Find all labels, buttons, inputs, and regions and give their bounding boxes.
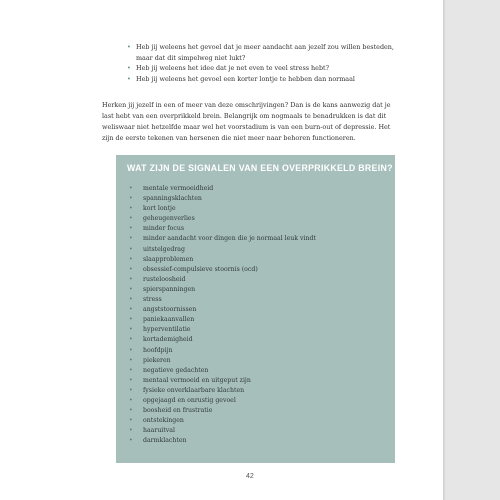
bullet-icon: •	[129, 285, 133, 293]
body-paragraph: Herken jij jezelf in een of meer van deze omschrijvingen? Dan is de kans aanwezig dat je last hebt van een overprikkeld brein. Belangrijk om nogmaals te benadrukken is dat dit weliswaar niet hetzelfde maar wel het voorstadium is van een burn-out of depressie. Het zijn de eerste tekenen van hersenen die niet meer naar behoren functioneren.	[102, 101, 391, 142]
signal-item-text: hoofdpijn	[143, 346, 173, 354]
signal-item-text: slaapproblemen	[143, 255, 194, 263]
bullet-icon: •	[129, 195, 133, 203]
signal-item	[129, 386, 316, 396]
signal-item-text: fysieke onverklaarbare klachten	[143, 386, 245, 394]
signal-item	[129, 436, 316, 446]
bullet-icon: •	[129, 215, 133, 223]
bullet-icon: •	[129, 356, 133, 364]
signal-item-text: haaruitval	[143, 427, 175, 435]
signals-box	[116, 155, 395, 463]
intro-bullet-text: Heb jij weleens het idee dat je net even te veel stress hebt?	[136, 64, 330, 73]
signal-item	[129, 356, 316, 366]
signal-item	[129, 416, 316, 426]
bullet-icon: •	[129, 255, 133, 263]
signal-item-text: boosheid en frustratie	[143, 407, 213, 415]
bullet-icon: •	[127, 74, 131, 83]
bullet-icon: •	[129, 245, 133, 253]
signal-item-text: mentaal vermoeid en uitgeput zijn	[143, 376, 251, 384]
signal-item	[129, 194, 316, 204]
page-edge-shadow	[443, 0, 446, 500]
signal-item-text: kortademigheid	[143, 336, 193, 344]
bullet-icon: •	[127, 64, 131, 73]
signal-item	[129, 396, 316, 406]
bullet-icon: •	[129, 275, 133, 283]
signal-item	[129, 255, 316, 265]
bullet-icon: •	[129, 225, 133, 233]
signal-item-text: uitstelgedrag	[143, 245, 185, 253]
signal-item-text: darmklachten	[143, 437, 187, 445]
bullet-icon: •	[129, 427, 133, 435]
signal-item-text: ontstekingen	[143, 417, 184, 425]
signal-item	[129, 406, 316, 416]
bullet-icon: •	[129, 185, 133, 192]
bullet-icon: •	[129, 326, 133, 334]
signal-item-text: hyperventilatie	[143, 326, 191, 334]
signal-item	[129, 184, 316, 194]
signal-item-text: minder focus	[143, 225, 185, 233]
signals-title: WAT ZIJN DE SIGNALEN VAN EEN OVERPRIKKELD BREIN?	[127, 163, 393, 173]
signal-item	[129, 224, 316, 234]
signal-item	[129, 335, 316, 345]
signal-item-text: geheugenverlies	[143, 215, 195, 223]
signal-item	[129, 305, 316, 315]
signal-item	[129, 325, 316, 335]
signal-item-text: mentale vermoeidheid	[143, 185, 214, 192]
intro-bullet-text: Heb jij weleens het gevoel dat je meer aandacht aan jezelf zou willen besteden, maar dat dit simpelweg niet lukt?	[136, 43, 394, 62]
bullet-icon: •	[129, 296, 133, 304]
signal-item	[129, 426, 316, 436]
bullet-icon: •	[129, 265, 133, 273]
signal-item-text: stress	[143, 296, 162, 304]
signal-item	[129, 204, 316, 214]
intro-bullet	[127, 74, 397, 85]
bullet-icon: •	[129, 336, 133, 344]
intro-bullet-list	[127, 42, 397, 84]
signal-item	[129, 315, 316, 325]
signal-item	[129, 295, 316, 305]
signals-list	[129, 184, 316, 446]
bullet-icon: •	[129, 376, 133, 384]
signal-item-text: spanningsklachten	[143, 195, 202, 203]
signal-item	[129, 214, 316, 224]
signal-item	[129, 285, 316, 295]
bullet-icon: •	[129, 417, 133, 425]
signal-item-text: minder aandacht voor dingen die je normaal leuk vindt	[143, 235, 316, 243]
intro-bullet	[127, 63, 397, 74]
bullet-icon: •	[129, 437, 133, 445]
signal-item	[129, 275, 316, 285]
bullet-icon: •	[129, 386, 133, 394]
signal-item-text: opgejaagd en onrustig gevoel	[143, 396, 236, 404]
bullet-icon: •	[127, 43, 131, 51]
intro-bullet-text: Heb jij weleens het gevoel een korter lontje te hebben dan normaal	[136, 74, 355, 83]
signal-item-text: obsessief-compulsieve stoornis (ocd)	[143, 265, 258, 273]
bullet-icon: •	[129, 205, 133, 213]
bullet-icon: •	[129, 407, 133, 415]
signal-item-text: spierspanningen	[143, 285, 196, 293]
signal-item	[129, 366, 316, 376]
signal-item	[129, 346, 316, 356]
signal-item-text: kort lontje	[143, 205, 176, 213]
bullet-icon: •	[129, 396, 133, 404]
signal-item-text: piekeren	[143, 356, 171, 364]
signal-item-text: negatieve gedachten	[143, 366, 209, 374]
signal-item-text: rusteloosheid	[143, 275, 186, 283]
bullet-icon: •	[129, 316, 133, 324]
bullet-icon: •	[129, 366, 133, 374]
signal-item	[129, 376, 316, 386]
intro-bullet	[127, 42, 397, 63]
signal-item	[129, 265, 316, 275]
bullet-icon: •	[129, 346, 133, 354]
page-number: 42	[246, 473, 254, 480]
signal-item-text: angststoornissen	[143, 306, 197, 314]
signal-item	[129, 245, 316, 255]
signal-item-text: paniekaanvallen	[143, 316, 195, 324]
signal-item	[129, 234, 316, 244]
bullet-icon: •	[129, 235, 133, 243]
bullet-icon: •	[129, 306, 133, 314]
